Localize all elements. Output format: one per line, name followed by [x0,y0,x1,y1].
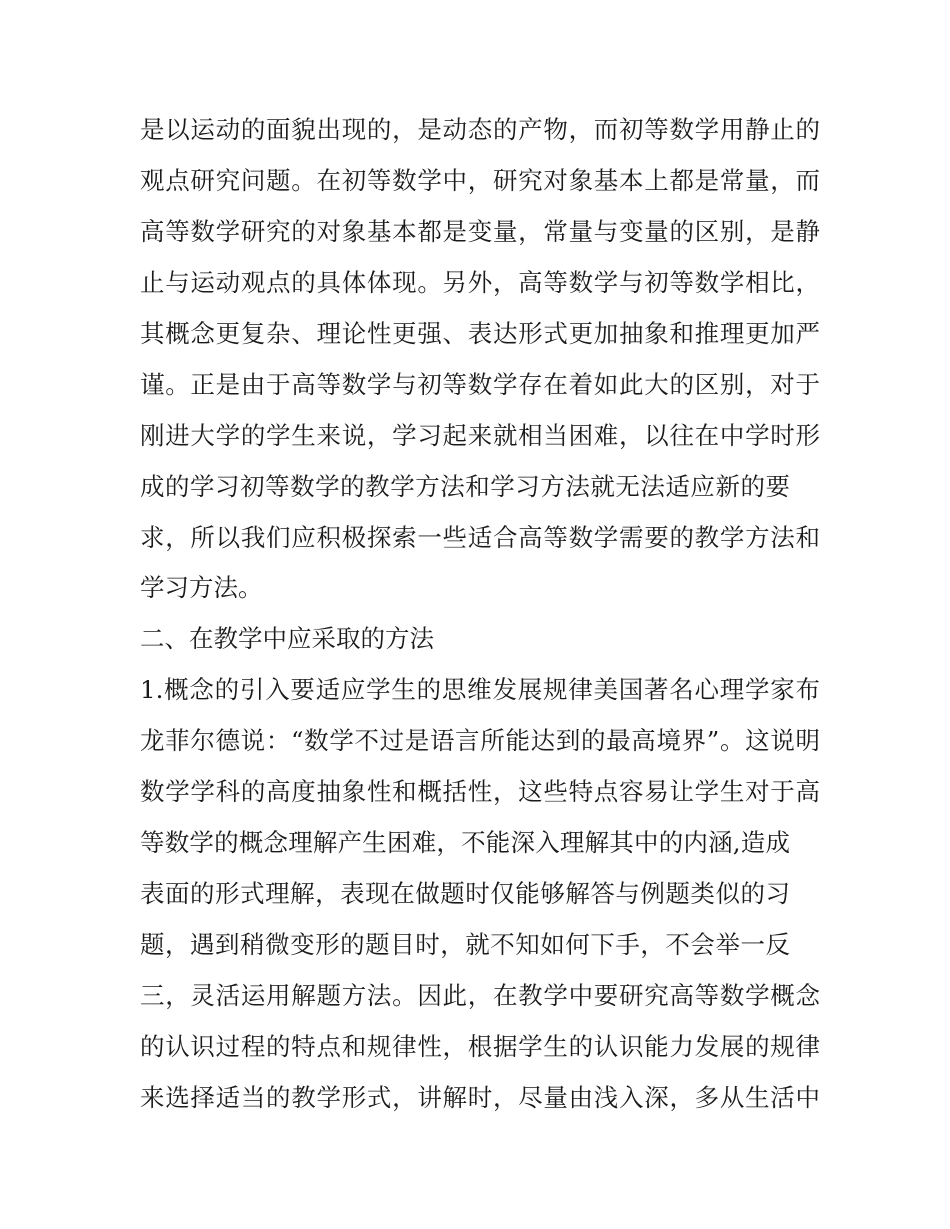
text-line: 高等数学研究的对象基本都是变量，常量与变量的区别，是静 [140,217,820,246]
text-line: 表面的形式理解，表现在做题时仅能够解答与例题类似的习 [140,879,790,908]
text-line: 来选择适当的教学形式，讲解时，尽量由浅入深，多从生活中 [140,1083,820,1112]
text-line: 龙菲尔德说：“数学不过是语言所能达到的最高境界”。这说明 [140,726,820,755]
text-line: 题，遇到稍微变形的题目时，就不知如何下手，不会举一反 [140,930,790,959]
text-line: 求，所以我们应积极探索一些适合高等数学需要的教学方法和 [140,523,820,552]
text-line: 刚进大学的学生来说，学习起来就相当困难，以往在中学时形 [140,421,820,450]
text-line: 止与运动观点的具体体现。另外，高等数学与初等数学相比， [140,268,820,297]
text-line: 是以运动的面貌出现的，是动态的产物，而初等数学用静止的 [140,115,820,144]
text-line: 的认识过程的特点和规律性，根据学生的认识能力发展的规律 [140,1032,820,1061]
text-line: 成的学习初等数学的教学方法和学习方法就无法适应新的要 [140,472,790,501]
text-line: 谨。正是由于高等数学与初等数学存在着如此大的区别，对于 [140,370,820,399]
text-line: 1.概念的引入要适应学生的思维发展规律美国著名心理学家布 [140,675,820,704]
text-line: 其概念更复杂、理论性更强、表达形式更加抽象和推理更加严 [140,319,820,348]
text-line: 观点研究问题。在初等数学中，研究对象基本上都是常量，而 [140,166,820,195]
section-heading: 二、在教学中应采取的方法 [140,624,434,653]
paragraph-end-line: 学习方法。 [140,573,263,602]
text-line: 数学学科的高度抽象性和概括性，这些特点容易让学生对于高 [140,777,820,806]
text-line: 等数学的概念理解产生困难，不能深入理解其中的内涵,造成 [140,828,790,857]
text-line: 三，灵活运用解题方法。因此，在教学中要研究高等数学概念 [140,981,820,1010]
